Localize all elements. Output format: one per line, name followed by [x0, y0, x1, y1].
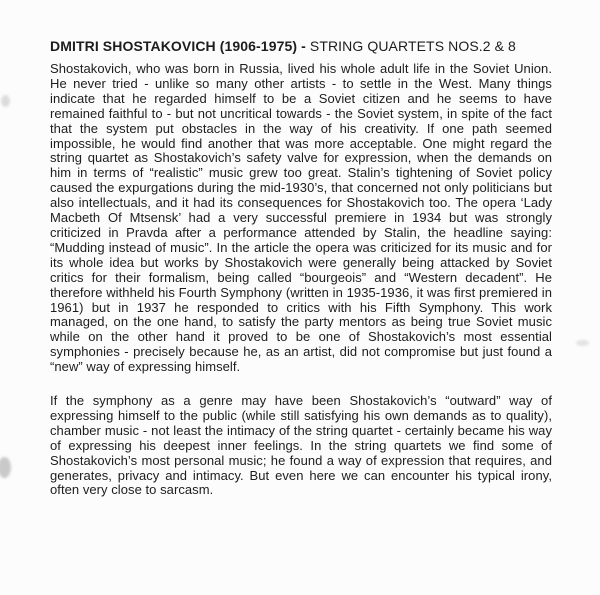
page-title: [50, 38, 560, 54]
scan-artifact-smudge: [0, 457, 11, 478]
liner-notes-paragraph-2: If the symphony as a genre may have been Shostakovich’s “outward” way of expressing himself to the public (while still satisfying his own demands as to quality), chamber music - not least the intimacy of the string quartet - certainly became his way of expressing his deepest inner feelings. In the string quartets we find some of Shostakovich’s most personal music; he found a way of expression that requires, and generates, privacy and intimacy. But even here we can encounter his typical irony, often very close to sarcasm.: [50, 393, 552, 498]
scan-artifact-smudge: [576, 340, 589, 346]
composer-name-heading: DMITRI SHOSTAKOVICH (1906-1975) -: [50, 38, 306, 54]
liner-notes-paragraph-1: Shostakovich, who was born in Russia, lived his whole adult life in the Soviet Union. He never tried - unlike so many other artists - to settle in the West. Many things indicate that he regarded himself to be a Soviet citizen and he seems to have remained faithful to - but not uncritical towards - the Soviet system, in spite of the fact that the system put obstacles in the way of his creativity. If one path seemed impossible, he would find another that was more acceptable. One might regard the string quartet as Shostakovich’s safety valve for expression, when the demands on him in terms of “realistic” music grew too great. Stalin’s tightening of Soviet policy caused the expurgations during the mid-1930’s, that concerned not only politicians but also intellectuals, and it had its consequences for Shostakovich too. The opera ‘Lady Macbeth Of Mtsensk’ had a very successful premiere in 1934 but was strongly criticized in Pravda after a performance attended by Stalin, the headline saying: “Mudding instead of music”. In the article the opera was criticized for its music and for its whole idea but works by Shostakovich were generally being attacked by Soviet critics for their formalism, being called “bourgeois” and “Western decadent”. He therefore withheld his Fourth Symphony (written in 1935-1936, it was first premiered in 1961) but in 1937 he responded to critics with his Fifth Symphony. This work managed, on the one hand, to satisfy the party mentors as being true Soviet music while on the other hand it proved to be one of Shostakovich’s most essential symphonies - precisely because he, as an artist, did not compromise but just found a “new” way of expressing himself.: [50, 61, 552, 375]
scan-artifact-smudge: [1, 95, 10, 107]
work-title-heading: STRING QUARTETS NOS.2 & 8: [309, 38, 516, 54]
liner-notes-text: [50, 62, 552, 517]
